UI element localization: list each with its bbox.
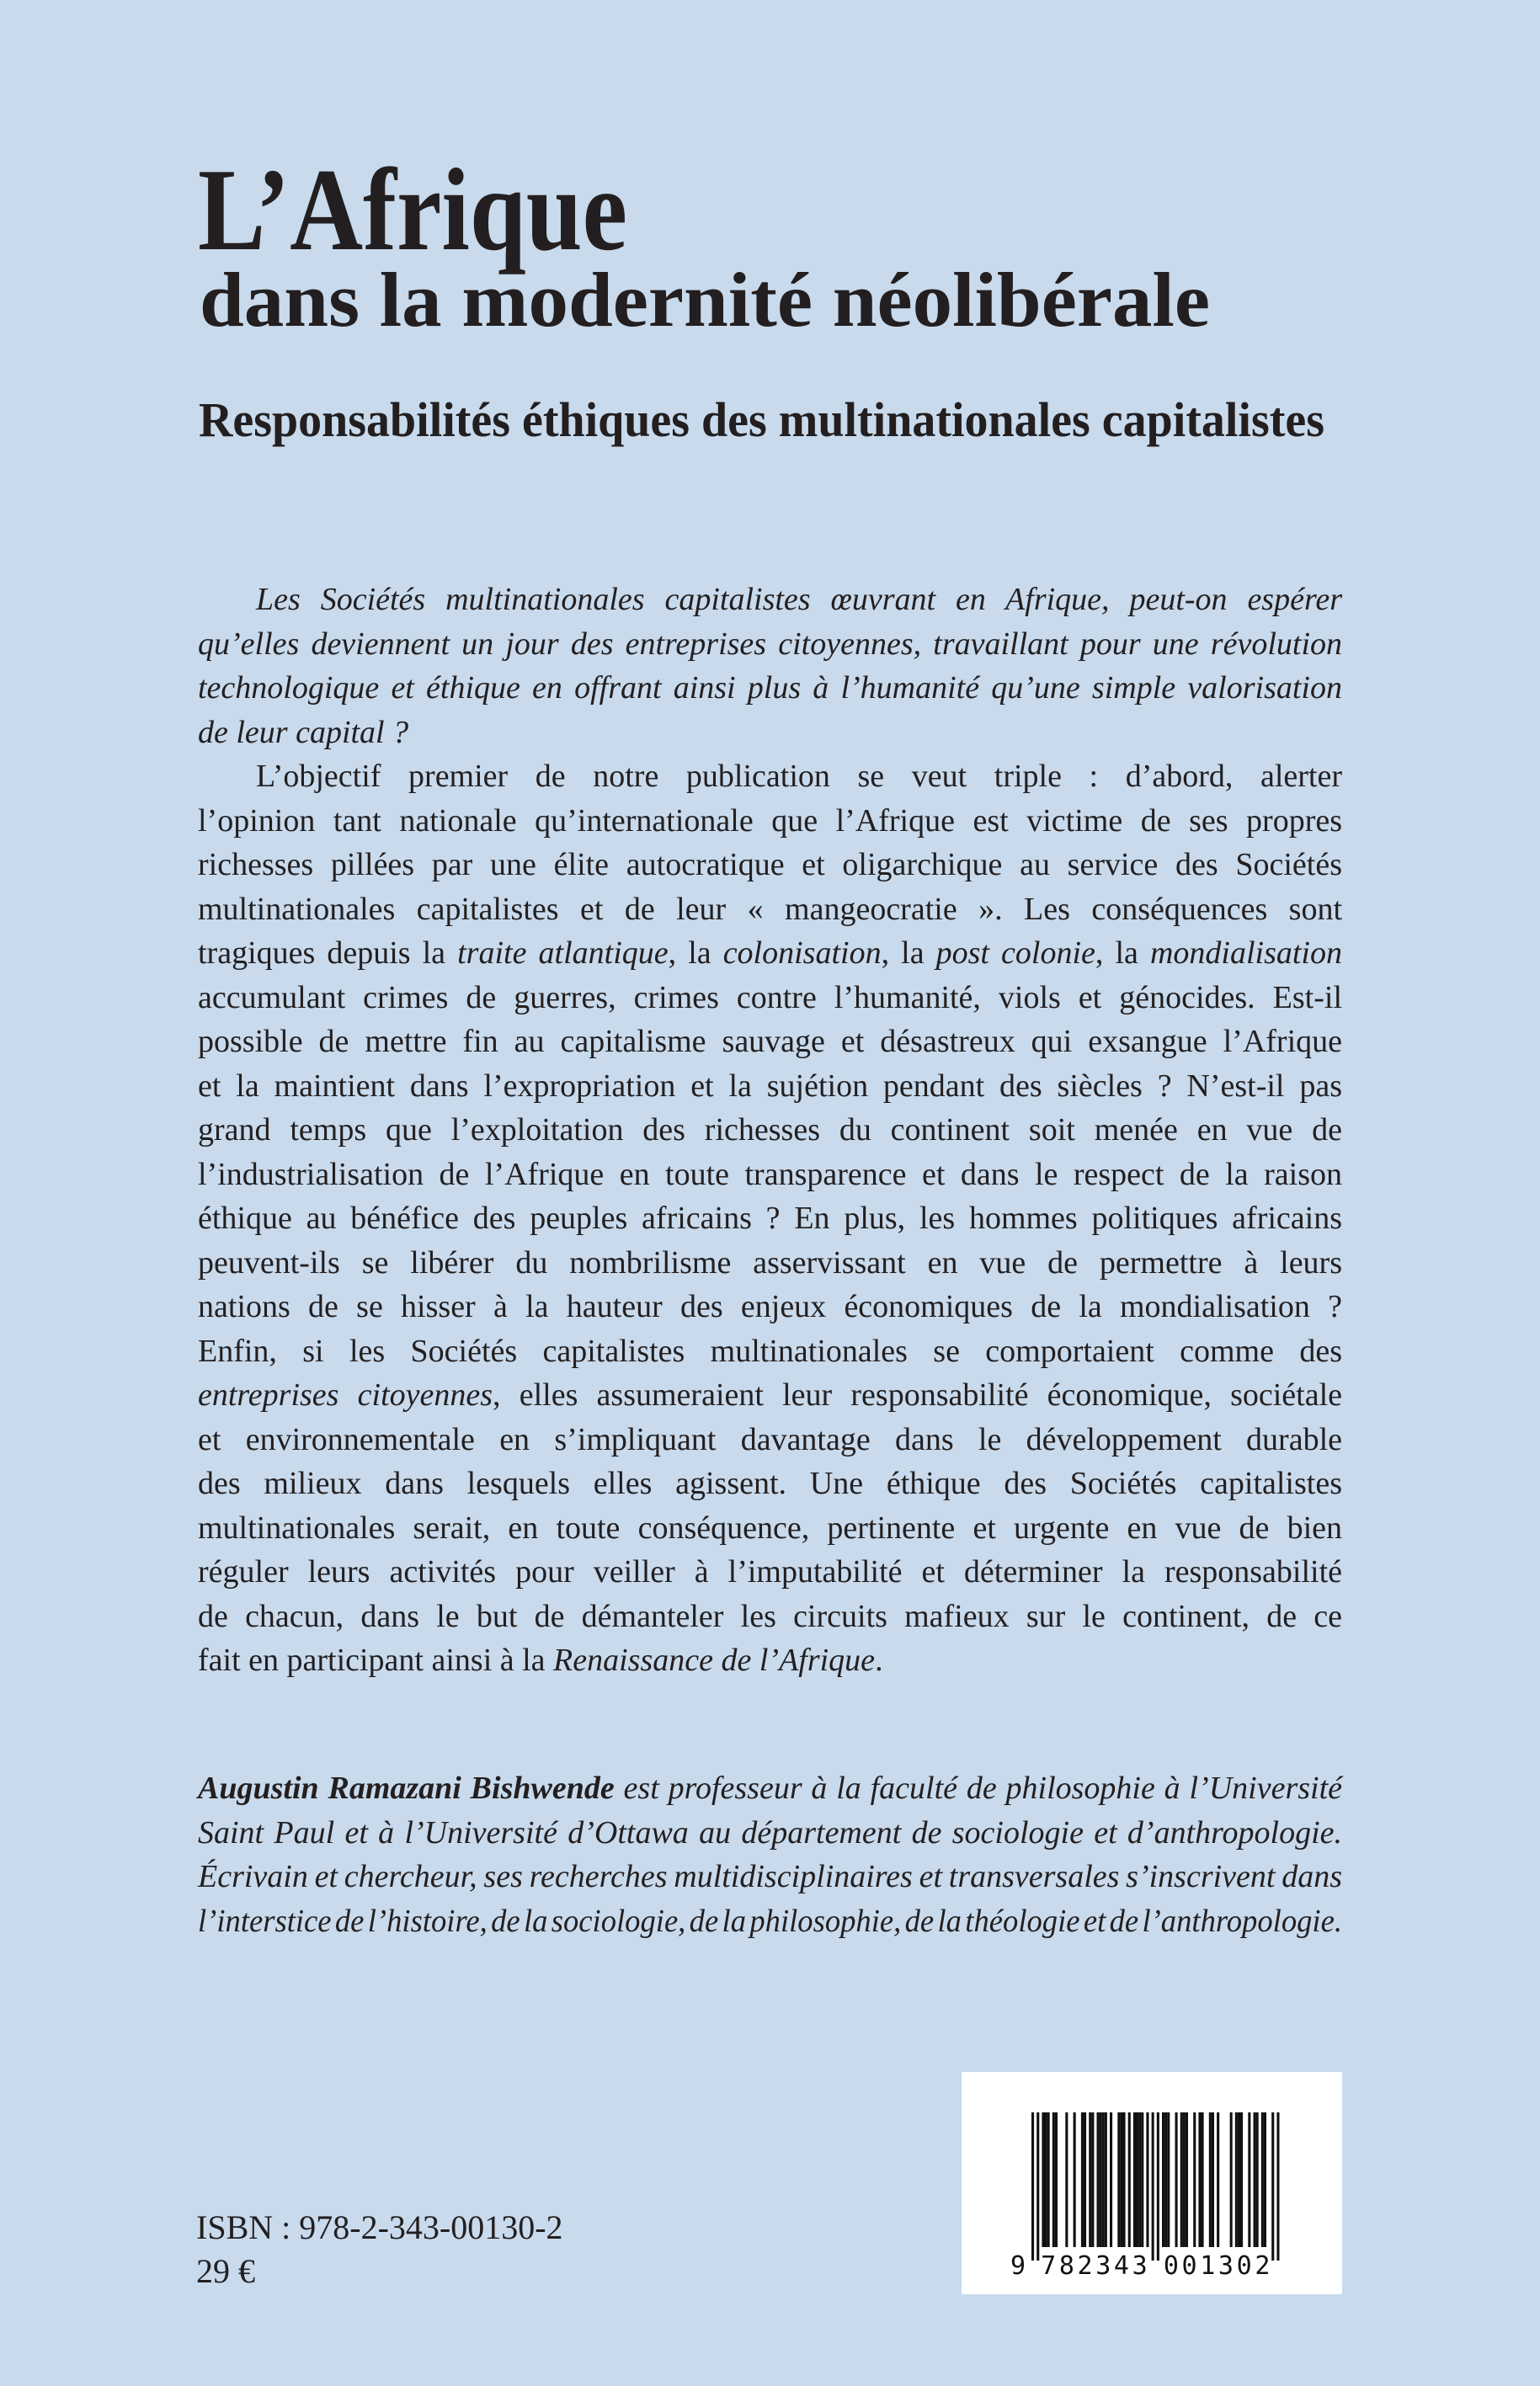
text-segment: des milieux dans lesquels elles agissent. Une éthique des Sociétés capitalistes <box>198 1466 1342 1501</box>
barcode-bar <box>1065 2112 1068 2247</box>
text-line <box>198 1766 1342 1811</box>
text-line-content <box>198 666 1342 711</box>
text-line-content <box>198 1506 1342 1551</box>
text-line-content <box>198 1766 1342 1811</box>
barcode-bar <box>1110 2112 1112 2247</box>
barcode-bar <box>1133 2112 1136 2247</box>
text-line <box>198 1595 1342 1639</box>
barcode-bar <box>1128 2112 1131 2247</box>
barcode-bar <box>1055 2112 1058 2247</box>
text-segment: post colonie <box>935 935 1095 971</box>
barcode-bar <box>1089 2112 1091 2247</box>
barcode-graphic <box>962 2072 1342 2294</box>
barcode-bar <box>1100 2112 1102 2247</box>
text-line <box>198 1241 1342 1286</box>
barcode-bar <box>1180 2112 1183 2247</box>
text-segment: l’opinion tant nationale qu’internationale que l’Afrique est victime de ses propres <box>198 802 1342 839</box>
barcode <box>962 2072 1342 2294</box>
text-segment: Renaissance de l’Afrique <box>553 1643 876 1678</box>
text-line <box>198 1506 1342 1551</box>
barcode-bar <box>1198 2112 1201 2247</box>
blurb-paragraph-1 <box>198 578 1342 754</box>
text-line <box>198 1329 1342 1374</box>
text-line <box>198 754 1342 799</box>
text-line-content <box>198 976 1342 1020</box>
barcode-bar <box>1105 2112 1107 2247</box>
barcode-digit: 0 <box>1236 2251 1252 2281</box>
text-line-content <box>198 799 1342 844</box>
barcode-bar <box>1042 2112 1044 2247</box>
barcode-bar <box>1152 2112 1154 2261</box>
text-line-content <box>198 1196 1342 1241</box>
text-segment: Saint Paul et à l’Université d’Ottawa au département de sociologie et d’anthropologie. <box>198 1814 1342 1851</box>
text-line <box>198 1153 1342 1197</box>
text-segment: et la maintient dans l’expropriation et la sujétion pendant des siècles ? N’est-il pas <box>198 1068 1342 1104</box>
barcode-bar <box>1136 2112 1138 2247</box>
text-segment: , la <box>881 935 936 971</box>
text-segment: colonisation <box>722 935 882 971</box>
text-line-content <box>198 711 408 755</box>
barcode-digit: 0 <box>1181 2251 1197 2281</box>
text-line <box>198 1550 1342 1595</box>
text-segment: fait en participant ainsi à la <box>198 1643 554 1678</box>
text-segment: l’industrialisation de l’Afrique en toute transparence et dans le respect de la raison <box>198 1156 1342 1192</box>
text-line <box>198 1108 1342 1153</box>
barcode-bar <box>1045 2112 1047 2247</box>
text-line-content <box>198 1329 1342 1374</box>
price-text: 29 € <box>196 2252 255 2290</box>
text-line-content <box>198 1899 1342 1944</box>
text-line <box>198 976 1342 1020</box>
text-line <box>198 1855 1342 1899</box>
barcode-digit: 3 <box>1132 2251 1148 2281</box>
text-line <box>198 711 1342 755</box>
barcode-bar <box>1036 2112 1039 2261</box>
text-segment: et environnementale en s’impliquant davantage dans le développement durable <box>198 1421 1342 1457</box>
barcode-bar <box>1235 2112 1238 2247</box>
barcode-bar <box>1091 2112 1094 2247</box>
barcode-bar <box>1271 2112 1274 2261</box>
book-subtitle <box>200 257 1210 343</box>
text-line-content <box>198 1811 1342 1856</box>
barcode-bar <box>1230 2112 1233 2247</box>
text-line-content <box>198 1418 1342 1462</box>
barcode-digit: 3 <box>1095 2251 1111 2281</box>
text-line-content <box>198 843 1342 887</box>
text-line-content <box>198 1462 1342 1506</box>
text-segment: multinationales serait, en toute conséquence, pertinente et urgente en vue de bien <box>198 1510 1342 1546</box>
blurb-paragraph-2 <box>198 754 1342 1683</box>
text-segment: technologique et éthique en offrant ainsi plus à l’humanité qu’une simple valorisation <box>198 670 1342 706</box>
text-segment: . <box>875 1643 883 1678</box>
barcode-bar <box>1117 2112 1120 2247</box>
barcode-bar <box>1052 2112 1055 2247</box>
text-line <box>198 1373 1342 1418</box>
text-segment: Enfin, si les Sociétés capitalistes multinationales se comportaient comme des <box>198 1333 1342 1369</box>
text-segment: est professeur à la faculté de philosophie à l’Université <box>614 1771 1342 1806</box>
book-subtitle-text: dans la modernité néolibérale <box>200 257 1210 343</box>
text-segment: multinationales capitalistes et de leur « mangeocratie ». Les conséquences sont <box>198 891 1342 927</box>
text-segment: richesses pillées par une élite autocratique et oligarchique au service des Sociétés <box>198 847 1342 882</box>
barcode-digit: 7 <box>1041 2251 1057 2281</box>
barcode-bar <box>1212 2112 1214 2247</box>
barcode-digit: 1 <box>1200 2251 1216 2281</box>
barcode-bar <box>1183 2112 1186 2247</box>
text-segment: tragiques depuis la <box>198 935 458 971</box>
text-line-content <box>198 1020 1342 1064</box>
text-line <box>198 1638 1342 1683</box>
barcode-digit: 3 <box>1218 2251 1234 2281</box>
barcode-bar <box>1167 2112 1170 2247</box>
text-line-content <box>198 887 1342 932</box>
barcode-bar <box>1193 2112 1196 2247</box>
text-line-content <box>198 1595 1342 1639</box>
barcode-bar <box>1141 2112 1143 2247</box>
text-line-content <box>256 578 1342 622</box>
text-line <box>198 931 1342 976</box>
text-segment: grand temps que l’exploitation des richesses du continent soit menée en vue de <box>198 1112 1342 1148</box>
text-segment: Écrivain et chercheur, ses recherches multidisciplinaires et transversales s’inscrivent dans <box>198 1859 1342 1894</box>
text-segment: , elles assumeraient leur responsabilité économique, sociétale <box>493 1377 1342 1413</box>
text-segment: L’objectif premier de notre publication se veut triple : d’abord, alerter <box>256 759 1342 794</box>
barcode-bar <box>1120 2112 1122 2247</box>
barcode-bar <box>1146 2112 1148 2247</box>
text-segment: qu’elles deviennent un jour des entreprises citoyennes, travaillant pour une révolution <box>198 626 1342 662</box>
barcode-bar <box>1157 2112 1159 2261</box>
barcode-digit: 8 <box>1058 2251 1074 2281</box>
text-segment: de leur capital ? <box>198 714 409 750</box>
text-line <box>198 887 1342 932</box>
barcode-bar <box>1097 2112 1100 2247</box>
text-segment: possible de mettre fin au capitalisme sauvage et désastreux qui exsangue l’Afrique <box>198 1024 1342 1059</box>
text-line-content <box>198 1153 1342 1197</box>
barcode-bar <box>1264 2112 1266 2247</box>
text-line <box>198 622 1342 667</box>
text-line <box>198 666 1342 711</box>
barcode-bar <box>1186 2112 1188 2247</box>
barcode-bar <box>1256 2112 1259 2247</box>
barcode-bar <box>1209 2112 1212 2247</box>
text-line <box>198 578 1342 622</box>
barcode-digit: 2 <box>1077 2251 1093 2281</box>
text-segment: mondialisation <box>1149 935 1342 971</box>
barcode-bar <box>1276 2112 1279 2261</box>
text-line <box>198 1811 1342 1856</box>
barcode-bar <box>1261 2112 1264 2247</box>
barcode-bar <box>1248 2112 1250 2247</box>
barcode-bar <box>1138 2112 1141 2247</box>
barcode-bar <box>1217 2112 1219 2247</box>
text-segment: entreprises citoyennes <box>198 1377 493 1413</box>
barcode-bar <box>1084 2112 1086 2247</box>
isbn-text: ISBN : 978-2-343-00130-2 <box>196 2208 563 2246</box>
text-line-content <box>198 1241 1342 1286</box>
book-tagline <box>199 392 1366 447</box>
barcode-bar <box>1123 2112 1126 2247</box>
text-segment: accumulant crimes de guerres, crimes contre l’humanité, viols et génocides. Est-il <box>198 979 1342 1015</box>
barcode-digit: 0 <box>1163 2251 1179 2281</box>
text-line <box>198 1285 1342 1329</box>
text-line <box>198 843 1342 887</box>
author-bio <box>198 1766 1342 1943</box>
text-segment: peuvent-ils se libérer du nombrilisme asservissant en vue de permettre à leurs <box>198 1244 1342 1281</box>
text-line <box>198 799 1342 844</box>
barcode-bar <box>1238 2112 1240 2247</box>
text-line <box>198 1064 1342 1109</box>
barcode-bar <box>1074 2112 1076 2247</box>
barcode-digit: 2 <box>1255 2251 1271 2281</box>
text-segment: nations de se hisser à la hauteur des enjeux économiques de la mondialisation ? <box>198 1289 1342 1324</box>
text-segment: de chacun, dans le but de démanteler les circuits mafieux sur le continent, de ce <box>198 1598 1342 1634</box>
barcode-bar <box>1162 2112 1164 2247</box>
barcode-bar <box>1081 2112 1084 2247</box>
barcode-bar <box>1175 2112 1178 2247</box>
text-line-content <box>198 1373 1342 1418</box>
text-line-content <box>198 1638 883 1683</box>
text-line-content <box>198 1064 1342 1109</box>
barcode-bar <box>1254 2112 1256 2247</box>
text-line-content <box>198 931 1342 976</box>
text-line-content <box>256 754 1342 799</box>
text-line <box>198 1899 1342 1944</box>
barcode-bar <box>1031 2112 1034 2261</box>
text-segment: l’interstice de l’histoire, de la sociologie, de la philosophie, de la théologie et de l’anthropologie. <box>198 1903 1342 1939</box>
barcode-bar <box>1164 2112 1167 2247</box>
barcode-bar <box>1047 2112 1050 2247</box>
text-segment: Les Sociétés multinationales capitalistes œuvrant en Afrique, peut-on espérer <box>256 582 1342 617</box>
text-line-content <box>198 1108 1342 1153</box>
text-segment: réguler leurs activités pour veiller à l’imputabilité et déterminer la responsabilité <box>198 1554 1342 1590</box>
book-tagline-text: Responsabilités éthiques des multinationales capitalistes <box>199 392 1324 447</box>
book-title <box>198 145 698 275</box>
barcode-bar <box>1102 2112 1105 2247</box>
text-segment: éthique au bénéfice des peuples africains ? En plus, les hommes politiques africains <box>198 1201 1342 1236</box>
barcode-bar <box>1202 2112 1204 2247</box>
text-line <box>198 1196 1342 1241</box>
text-segment: traite atlantique <box>457 935 669 971</box>
text-line <box>198 1462 1342 1506</box>
text-segment: , la <box>668 935 723 971</box>
book-title-text: L’Afrique <box>198 145 627 275</box>
barcode-digit: 4 <box>1113 2251 1129 2281</box>
author-name: Augustin Ramazani Bishwende <box>198 1771 615 1806</box>
text-line <box>198 1418 1342 1462</box>
text-line-content <box>198 1550 1342 1595</box>
text-line-content <box>198 622 1342 667</box>
text-line-content <box>198 1285 1342 1329</box>
text-line <box>198 1020 1342 1064</box>
barcode-digit: 9 <box>1010 2251 1026 2281</box>
text-segment: , la <box>1095 935 1150 971</box>
text-line-content <box>198 1855 1342 1899</box>
barcode-bar <box>1240 2112 1243 2247</box>
